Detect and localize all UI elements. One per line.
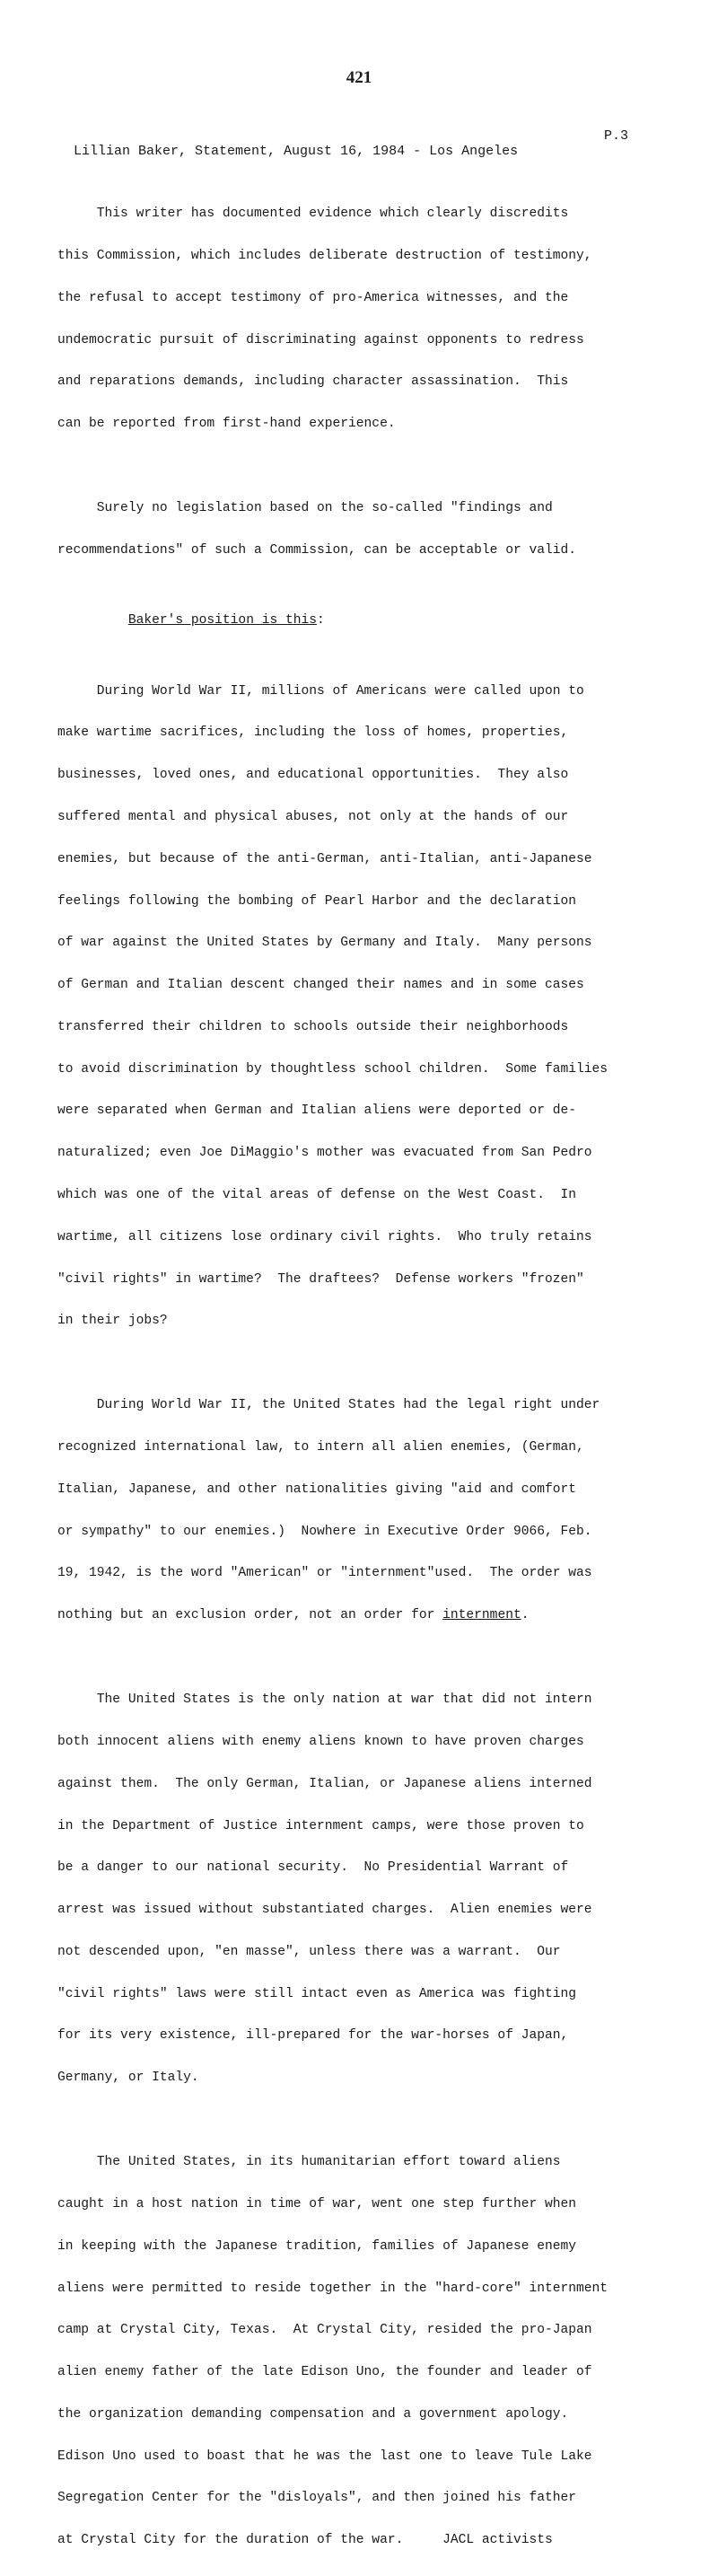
text-line: Germany, or Italy. bbox=[57, 2070, 199, 2086]
text-line: suffered mental and physical abuses, not only at the hands of our bbox=[57, 809, 569, 824]
text-line: "civil rights" laws were still intact even as America was fighting bbox=[57, 1986, 577, 2001]
text-line: transferred their children to schools outside their neighborhoods bbox=[57, 1019, 569, 1034]
text-line: or sympathy" to our enemies.) Nowhere in Executive Order 9066, Feb. bbox=[57, 1524, 592, 1539]
text-line: Segregation Center for the "disloyals", and then joined his father bbox=[57, 2491, 577, 2506]
text-line: alien enemy father of the late Edison Uno, the founder and leader of bbox=[57, 2365, 592, 2380]
text-line: can be reported from first-hand experience. bbox=[57, 417, 396, 432]
text-line: both innocent aliens with enemy aliens known to have proven charges bbox=[57, 1734, 584, 1749]
paragraph bbox=[57, 2128, 661, 2576]
underlined-word: internment bbox=[442, 1608, 521, 1623]
heading-colon: : bbox=[317, 613, 325, 629]
text-line: recognized international law, to intern all alien enemies, (German, bbox=[57, 1440, 584, 1455]
text-line: in the Department of Justice internment camps, were those proven to bbox=[57, 1818, 584, 1833]
document-body bbox=[57, 180, 661, 2576]
document-header bbox=[57, 128, 628, 174]
text-line: at Crystal City for the duration of the war. JACL activists bbox=[57, 2533, 553, 2548]
text-line: were separated when German and Italian aliens were deported or de- bbox=[57, 1103, 577, 1119]
text-line: the organization demanding compensation and a government apology. bbox=[57, 2406, 569, 2422]
text-line: camp at Crystal City, Texas. At Crystal City, resided the pro-Japan bbox=[57, 2323, 592, 2338]
header-title: Lillian Baker, Statement, August 16, 1984 - Los Angeles bbox=[74, 144, 519, 159]
text-line: enemies, but because of the anti-German, anti-Italian, anti-Japanese bbox=[57, 851, 592, 866]
line-period: . bbox=[521, 1608, 530, 1623]
text-line: During World War II, the United States had the legal right under bbox=[57, 1398, 600, 1413]
text-line: The United States is the only nation at war that did not intern bbox=[57, 1692, 592, 1708]
text-line: and reparations demands, including character assassination. This bbox=[57, 374, 569, 390]
heading-indent bbox=[89, 613, 128, 628]
text-line: feelings following the bombing of Pearl Harbor and the declaration bbox=[57, 893, 577, 909]
paragraph bbox=[57, 1666, 661, 2114]
section-heading bbox=[57, 601, 661, 643]
text-line: Surely no legislation based on the so-called "findings and bbox=[57, 501, 553, 516]
text-line: not descended upon, "en masse", unless there was a warrant. Our bbox=[57, 1944, 561, 1959]
text-line: for its very existence, ill-prepared for the war-horses of Japan, bbox=[57, 2028, 569, 2044]
text-line: this Commission, which includes deliberate destruction of testimony, bbox=[57, 248, 592, 263]
text-line: make wartime sacrifices, including the loss of homes, properties, bbox=[57, 725, 569, 741]
text-line: recommendations" of such a Commission, can be acceptable or valid. bbox=[57, 542, 577, 558]
paragraph bbox=[57, 656, 661, 1357]
text-line: During World War II, millions of Americans were called upon to bbox=[57, 683, 584, 699]
paragraph bbox=[57, 474, 661, 586]
text-line: naturalized; even Joe DiMaggio's mother was evacuated from San Pedro bbox=[57, 1146, 592, 1161]
text-line: to avoid discrimination by thoughtless school children. Some families bbox=[57, 1061, 609, 1077]
text-line: in keeping with the Japanese tradition, families of Japanese enemy bbox=[57, 2238, 577, 2254]
text-line bbox=[57, 1609, 661, 1623]
text-line: "civil rights" in wartime? The draftees? Defense workers "frozen" bbox=[57, 1271, 584, 1287]
text-line: Italian, Japanese, and other nationalities giving "aid and comfort bbox=[57, 1481, 577, 1497]
text-line: aliens were permitted to reside together in the "hard-core" internment bbox=[57, 2281, 609, 2296]
text-line: be a danger to our national security. No Presidential Warrant of bbox=[57, 1860, 569, 1876]
text-line: of German and Italian descent changed their names and in some cases bbox=[57, 978, 584, 993]
text-line: caught in a host nation in time of war, went one step further when bbox=[57, 2196, 577, 2211]
text-line: The United States, in its humanitarian effort toward aliens bbox=[57, 2155, 561, 2170]
page-number: 421 bbox=[346, 68, 372, 87]
line-text: nothing but an exclusion order, not an order for bbox=[57, 1608, 443, 1623]
header-page-ref: P.3 bbox=[603, 128, 628, 144]
text-line: the refusal to accept testimony of pro-America witnesses, and the bbox=[57, 290, 569, 305]
text-line: which was one of the vital areas of defense on the West Coast. In bbox=[57, 1187, 577, 1202]
text-line: wartime, all citizens lose ordinary civil rights. Who truly retains bbox=[57, 1229, 592, 1244]
text-line: of war against the United States by Germany and Italy. Many persons bbox=[57, 936, 592, 951]
text-line: in their jobs? bbox=[57, 1314, 168, 1329]
text-line: arrest was issued without substantiated charges. Alien enemies were bbox=[57, 1903, 592, 1918]
paragraph bbox=[57, 180, 661, 460]
text-line: against them. The only German, Italian, or Japanese aliens interned bbox=[57, 1776, 592, 1791]
text-line: 19, 1942, is the word "American" or "internment"used. The order was bbox=[57, 1566, 592, 1581]
text-line: businesses, loved ones, and educational opportunities. They also bbox=[57, 768, 569, 783]
paragraph bbox=[57, 1371, 661, 1651]
text-line: undemocratic pursuit of discriminating against opponents to redress bbox=[57, 332, 584, 347]
text-line: Edison Uno used to boast that he was the last one to leave Tule Lake bbox=[57, 2449, 592, 2464]
text-line: This writer has documented evidence which clearly discredits bbox=[57, 207, 569, 222]
heading-underlined: Baker's position is this bbox=[127, 613, 318, 629]
